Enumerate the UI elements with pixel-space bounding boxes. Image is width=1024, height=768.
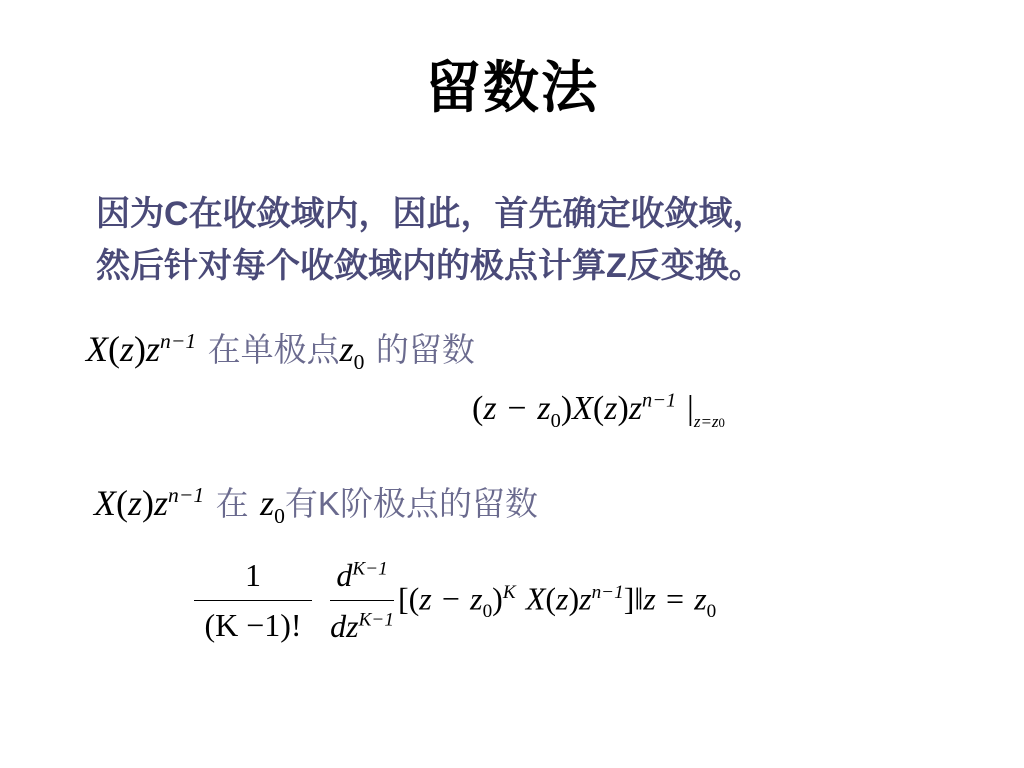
math-symbol: d (336, 557, 353, 593)
multiple-pole-formula (190, 556, 716, 645)
math-exponent: K (502, 581, 516, 603)
math-symbol: X (94, 483, 116, 523)
math-exponent: n−1 (160, 329, 197, 353)
math-symbol: [( (397, 580, 420, 617)
multiple-pole-text: 阶极点的留数 (339, 484, 538, 523)
fraction-factorial (194, 557, 312, 644)
math-subscript: 0 (718, 415, 725, 430)
fraction-numerator: 1 (194, 557, 312, 601)
math-symbol: ) (134, 329, 147, 369)
math-condition: z=z (693, 411, 719, 431)
math-subscript (694, 412, 725, 431)
math-symbol: z (579, 580, 592, 617)
math-subscript: 0 (706, 600, 717, 622)
math-symbol: z (694, 580, 707, 617)
math-subscript: 0 (274, 504, 285, 529)
math-subscript: 0 (550, 409, 561, 432)
fraction-derivative (330, 556, 394, 645)
paragraph-line-1 (96, 188, 956, 240)
paragraph-text: 反变换。 (626, 246, 763, 286)
math-symbol: ( (116, 483, 128, 523)
paragraph-symbol-c: C (164, 195, 189, 233)
math-symbol: ‖ (634, 580, 644, 617)
math-symbol: ) (492, 580, 503, 617)
math-exponent: n−1 (168, 483, 205, 507)
paragraph-text: 在收敛域内，因此，首先确定收敛域， (188, 194, 767, 234)
math-exponent: K−1 (352, 558, 388, 580)
math-symbol: z (339, 329, 354, 369)
math-exponent: K−1 (358, 609, 394, 631)
math-symbol: ) (142, 483, 155, 523)
math-symbol: ) (568, 580, 580, 617)
math-symbol: z (419, 580, 432, 617)
math-symbol: z (604, 390, 618, 427)
math-symbol: z (556, 580, 569, 617)
multiple-pole-order: K (317, 485, 340, 522)
math-symbol: ) (560, 390, 573, 427)
math-symbol: z (470, 580, 483, 617)
math-symbol: X (86, 329, 108, 369)
simple-pole-text: 在单极点 (207, 330, 340, 369)
paragraph-symbol-z: Z (606, 247, 627, 285)
math-symbol: ] (623, 580, 635, 617)
math-symbol: ( (592, 390, 605, 427)
math-subscript: 0 (353, 350, 365, 375)
simple-pole-text: 的留数 (375, 330, 475, 369)
math-symbol: X (525, 580, 546, 617)
math-symbol: z (120, 329, 135, 369)
math-exponent: n−1 (642, 389, 677, 412)
math-symbol: X (572, 390, 593, 427)
math-symbol: dz (330, 608, 359, 644)
math-symbol: ( (472, 390, 484, 427)
paragraph-text: 然后针对每个收敛域内的极点计算 (96, 246, 606, 286)
math-symbol: z (537, 390, 551, 427)
paragraph-text: 因为 (96, 194, 164, 234)
math-exponent: n−1 (591, 581, 624, 603)
math-symbol: z (146, 329, 161, 369)
math-symbol: − (441, 580, 460, 617)
math-symbol: z (483, 390, 497, 427)
math-symbol: ( (545, 580, 557, 617)
multiple-pole-text: 在 (215, 484, 249, 523)
simple-pole-formula (472, 388, 725, 432)
simple-pole-heading (86, 324, 475, 375)
paragraph-line-2 (96, 240, 956, 292)
fraction-denominator: (K −1)! (204, 607, 302, 643)
math-symbol: z (128, 483, 143, 523)
math-symbol: ) (617, 390, 629, 427)
math-symbol: z (154, 483, 169, 523)
math-subscript: 0 (482, 600, 493, 622)
math-symbol: ( (108, 329, 120, 369)
multiple-pole-heading (94, 478, 538, 529)
math-symbol: | (687, 390, 694, 427)
math-symbol: = (665, 580, 685, 617)
math-symbol: z (260, 483, 275, 523)
math-symbol: z (628, 390, 643, 427)
math-symbol: z (643, 580, 656, 617)
intro-paragraph (96, 188, 956, 292)
fraction-numerator (330, 556, 394, 601)
multiple-pole-text: 有 (284, 484, 318, 523)
slide-title: 留数法 (425, 56, 599, 121)
fraction-denominator (330, 601, 394, 645)
math-symbol: − (507, 390, 527, 427)
